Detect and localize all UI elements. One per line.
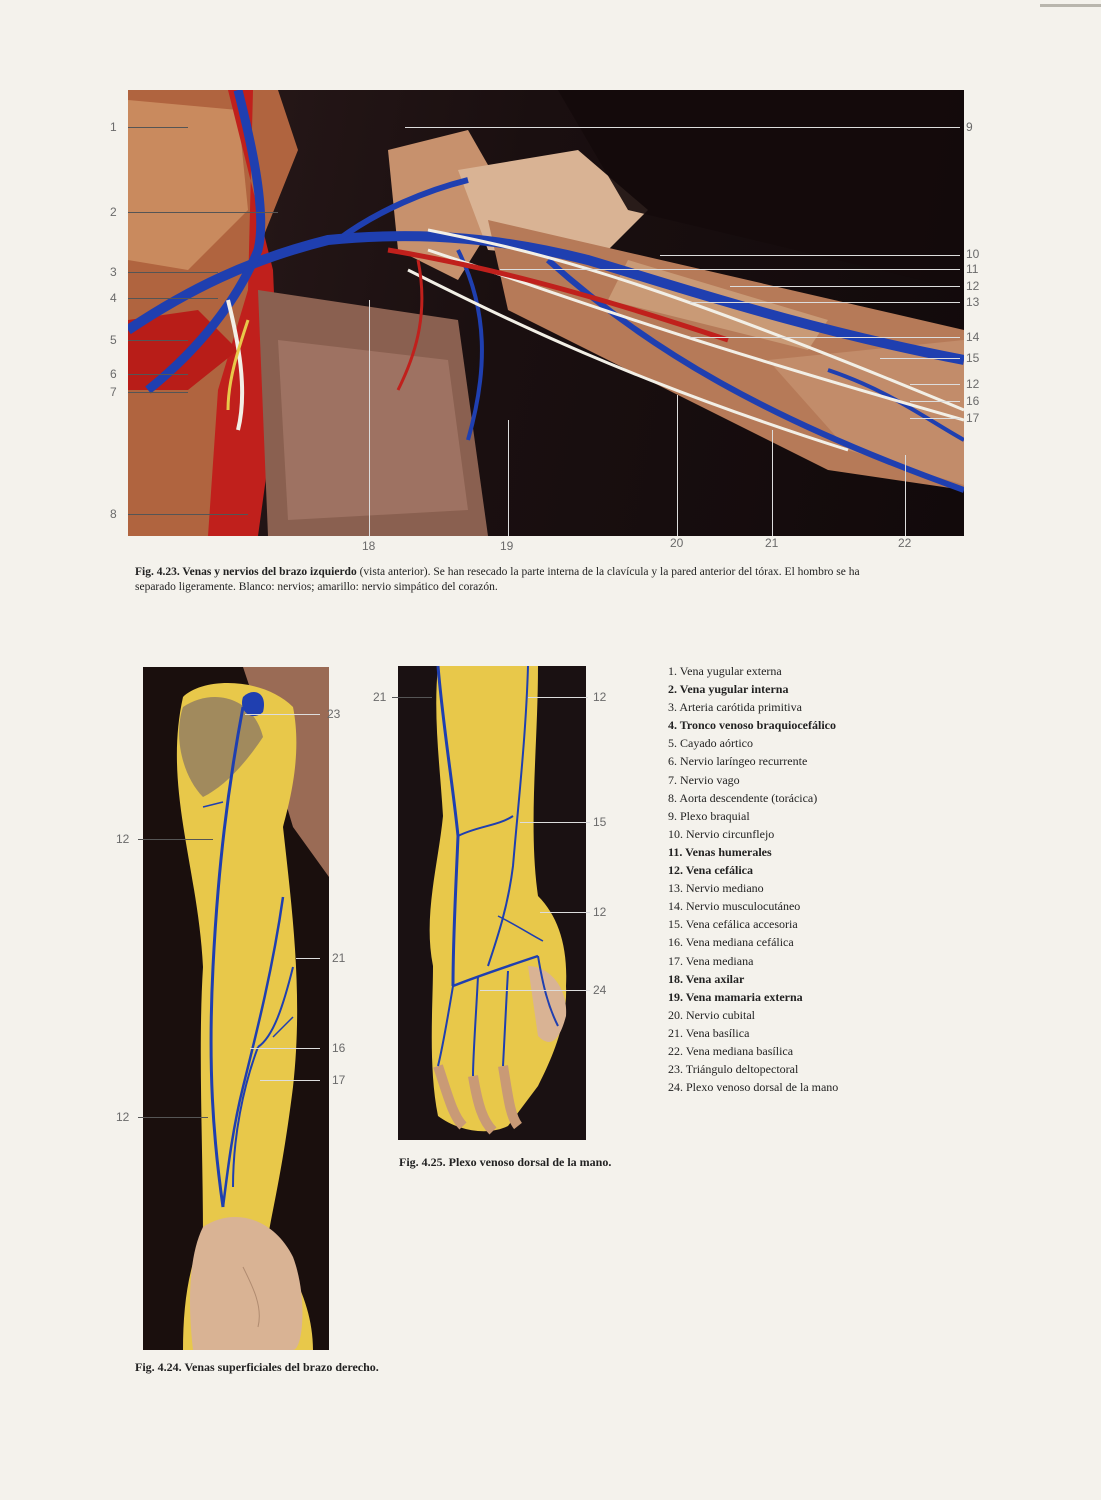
leader-line (905, 455, 906, 536)
label-17: 17 (966, 411, 980, 425)
legend-item: 4. Tronco venoso braquiocefálico (668, 718, 836, 733)
legend-item: 20. Nervio cubital (668, 1007, 755, 1022)
leader-line (369, 300, 370, 536)
figure-4-25-caption: Fig. 4.25. Plexo venoso dorsal de la mano. (399, 1155, 612, 1169)
right-arm-superficial-veins-illustration (143, 667, 329, 1350)
label-16: 16 (332, 1041, 346, 1055)
label-6: 6 (110, 367, 117, 381)
legend-item: 7. Nervio vago (668, 772, 740, 787)
leader-line (677, 395, 678, 536)
legend-item: 6. Nervio laríngeo recurrente (668, 754, 808, 769)
leader-line (128, 392, 188, 393)
label-15: 15 (966, 351, 980, 365)
label-21: 21 (765, 536, 779, 550)
legend-item: 19. Vena mamaria externa (668, 989, 803, 1004)
leader-line (392, 697, 432, 698)
legend-item: 24. Plexo venoso dorsal de la mano (668, 1080, 839, 1095)
label-13: 13 (966, 295, 980, 309)
leader-line (128, 514, 248, 515)
label-21: 21 (332, 951, 346, 965)
leader-line (296, 958, 320, 959)
leader-line (128, 340, 188, 341)
legend-item: 13. Nervio mediano (668, 881, 764, 896)
legend-item: 1. Vena yugular externa (668, 664, 782, 678)
leader-line (245, 714, 320, 715)
figure-4-24-caption: Fig. 4.24. Venas superficiales del brazo derecho. (135, 1360, 379, 1374)
legend-item: 3. Arteria carótida primitiva (668, 700, 802, 715)
leader-line (508, 420, 509, 536)
dorsal-hand-venous-plexus-illustration (398, 666, 586, 1140)
figure-4-23-photo (128, 90, 964, 536)
label-5: 5 (110, 333, 117, 347)
leader-line (260, 1080, 320, 1081)
legend-item: 9. Plexo braquial (668, 808, 750, 823)
label-12: 12 (966, 279, 980, 293)
legend-item: 11. Venas humerales (668, 844, 772, 859)
figure-4-23-caption-title: Fig. 4.23. Venas y nervios del brazo izquierdo (135, 566, 357, 578)
leader-line (500, 269, 960, 270)
leader-line (128, 272, 218, 273)
label-14: 14 (966, 330, 980, 344)
label-12b: 12 (116, 1110, 130, 1124)
label-9: 9 (966, 120, 973, 134)
label-12: 12 (593, 690, 607, 704)
legend-item: 22. Vena mediana basílica (668, 1043, 794, 1058)
label-18: 18 (362, 539, 376, 553)
label-21: 21 (373, 690, 387, 704)
leader-line (128, 374, 188, 375)
label-10: 10 (966, 247, 980, 261)
leader-line (520, 822, 590, 823)
leader-line (138, 1117, 208, 1118)
legend-item: 16. Vena mediana cefálica (668, 935, 794, 950)
leader-line (128, 298, 218, 299)
label-17: 17 (332, 1073, 346, 1087)
label-7: 7 (110, 385, 117, 399)
legend-item: 14. Nervio musculocutáneo (668, 899, 801, 914)
label-4: 4 (110, 291, 117, 305)
leader-line (910, 384, 960, 385)
legend-item: 18. Vena axilar (668, 971, 745, 986)
label-2: 2 (110, 205, 117, 219)
label-23: 23 (327, 707, 341, 721)
label-22: 22 (898, 536, 912, 550)
label-12b: 12 (593, 905, 607, 919)
legend-item: 23. Triángulo deltopectoral (668, 1062, 799, 1077)
label-20: 20 (670, 536, 684, 550)
leader-line (128, 127, 188, 128)
legend-list (668, 662, 968, 1096)
legend-item: 8. Aorta descendente (torácica) (668, 790, 818, 805)
label-11: 11 (966, 262, 979, 276)
label-19: 19 (500, 539, 514, 553)
figure-4-23-caption (135, 565, 895, 595)
leader-line (690, 337, 960, 338)
leader-line (250, 1048, 320, 1049)
leader-line (128, 212, 278, 213)
label-15: 15 (593, 815, 607, 829)
legend-item: 2. Vena yugular interna (668, 682, 789, 697)
leader-line (540, 912, 590, 913)
label-1: 1 (110, 120, 117, 134)
leader-line (138, 839, 213, 840)
legend-item: 17. Vena mediana (668, 953, 754, 968)
leader-line (880, 358, 960, 359)
leader-line (772, 430, 773, 536)
leader-line (690, 302, 960, 303)
figure-4-24-photo (143, 667, 329, 1350)
legend-item: 12. Vena cefálica (668, 863, 753, 878)
leader-line (528, 697, 588, 698)
leader-line (660, 255, 960, 256)
leader-line (480, 990, 590, 991)
leader-line (405, 127, 960, 128)
label-8: 8 (110, 507, 117, 521)
legend-item: 21. Vena basílica (668, 1025, 750, 1040)
label-16: 16 (966, 394, 980, 408)
label-12: 12 (116, 832, 130, 846)
leader-line (910, 418, 960, 419)
figure-4-25-photo (398, 666, 586, 1140)
label-12b: 12 (966, 377, 980, 391)
dissection-arm-anterior-illustration (128, 90, 964, 536)
leader-line (730, 286, 960, 287)
legend-item: 5. Cayado aórtico (668, 736, 753, 751)
label-3: 3 (110, 265, 117, 279)
figure-4-23-caption-text: (vista anterior). Se han resecado la parte interna de la clavícula y la pared anterior del tórax. El hombro se ha separado ligeramente. Blanco: nervios; amarillo: nervio simpático del corazón. (135, 566, 860, 593)
leader-line (910, 401, 960, 402)
legend-item: 15. Vena cefálica accesoria (668, 917, 798, 932)
legend-item: 10. Nervio circunflejo (668, 826, 775, 841)
label-24: 24 (593, 983, 607, 997)
page-edge-mark (1040, 4, 1101, 7)
